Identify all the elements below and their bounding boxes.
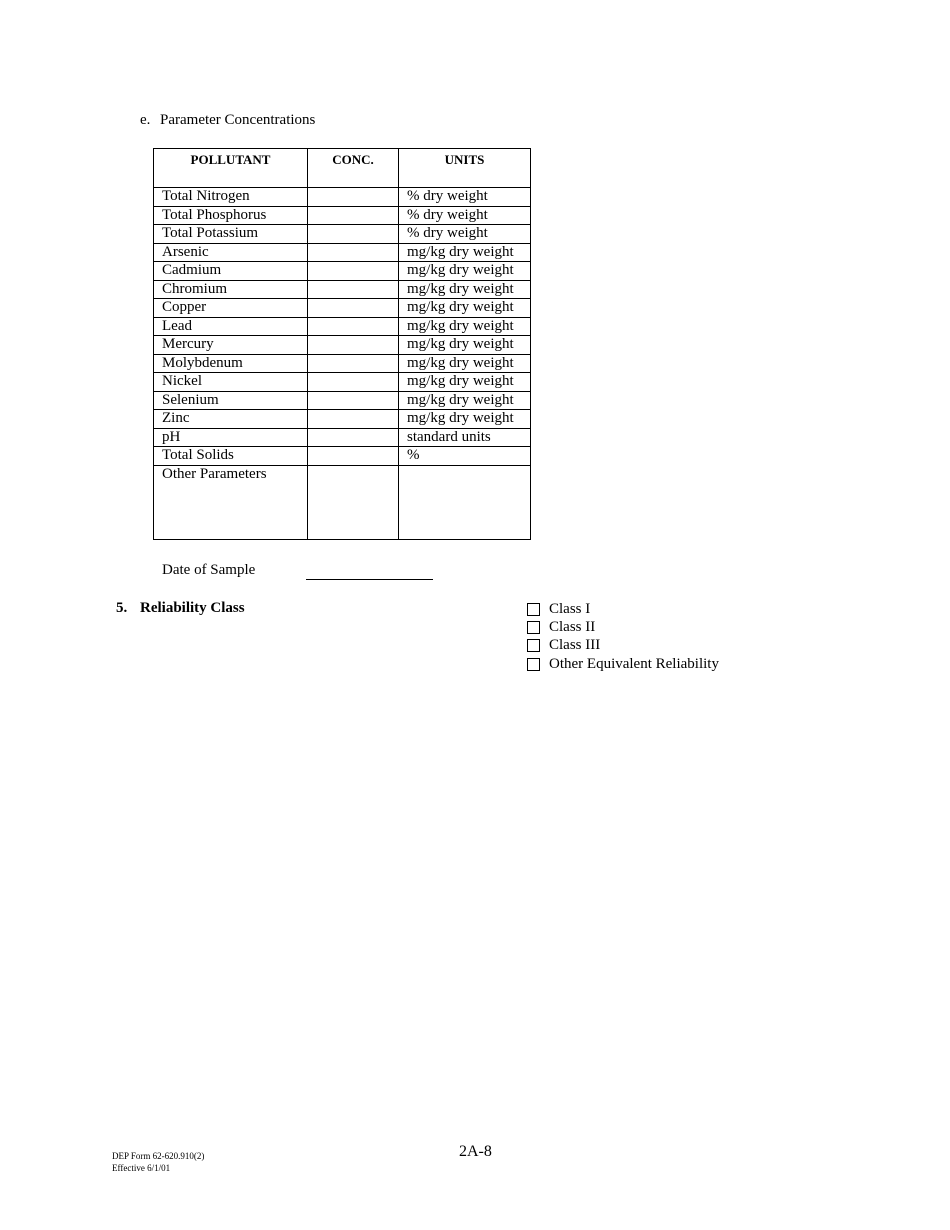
reliability-number: 5.	[116, 600, 128, 616]
table-row	[154, 188, 531, 207]
pollutant-cell: Molybdenum	[154, 354, 308, 373]
conc-cell[interactable]	[308, 317, 399, 336]
units-cell: mg/kg dry weight	[399, 317, 531, 336]
table-row	[154, 373, 531, 392]
footer-form-info	[112, 1150, 204, 1174]
option-label: Class I	[549, 600, 591, 617]
table-header-row	[154, 149, 531, 188]
units-cell: mg/kg dry weight	[399, 280, 531, 299]
conc-cell[interactable]	[308, 225, 399, 244]
conc-cell[interactable]	[308, 280, 399, 299]
parameter-concentrations-table	[153, 148, 531, 540]
conc-cell[interactable]	[308, 262, 399, 281]
option-label: Class II	[549, 618, 596, 635]
units-cell: mg/kg dry weight	[399, 243, 531, 262]
conc-cell[interactable]	[308, 410, 399, 429]
pollutant-cell: Other Parameters	[154, 465, 308, 539]
units-cell: mg/kg dry weight	[399, 391, 531, 410]
option-other-equivalent[interactable]	[527, 655, 719, 673]
option-class-iii[interactable]	[527, 637, 719, 655]
conc-cell[interactable]	[308, 465, 399, 539]
pollutant-cell: Copper	[154, 299, 308, 318]
conc-cell[interactable]	[308, 354, 399, 373]
units-cell	[399, 465, 531, 539]
table-row	[154, 317, 531, 336]
table-row	[154, 206, 531, 225]
units-cell: mg/kg dry weight	[399, 410, 531, 429]
date-of-sample-label: Date of Sample	[162, 562, 256, 578]
table-row	[154, 243, 531, 262]
footer-form-id: DEP Form 62-620.910(2)	[112, 1151, 205, 1161]
conc-cell[interactable]	[308, 243, 399, 262]
table-row	[154, 280, 531, 299]
reliability-class-heading	[116, 600, 245, 617]
table-row	[154, 391, 531, 410]
pollutant-cell: Lead	[154, 317, 308, 336]
units-cell: mg/kg dry weight	[399, 262, 531, 281]
pollutant-cell: Total Nitrogen	[154, 188, 308, 207]
table-row	[154, 428, 531, 447]
pollutant-cell: Cadmium	[154, 262, 308, 281]
table-row	[154, 465, 531, 539]
pollutant-cell: Total Solids	[154, 447, 308, 466]
conc-cell[interactable]	[308, 447, 399, 466]
conc-cell[interactable]	[308, 188, 399, 207]
checkbox[interactable]	[527, 658, 540, 671]
page-number: 2A-8	[459, 1143, 492, 1160]
pollutant-cell: Chromium	[154, 280, 308, 299]
conc-cell[interactable]	[308, 336, 399, 355]
pollutant-cell: Total Phosphorus	[154, 206, 308, 225]
table-row	[154, 447, 531, 466]
section-e-title: Parameter Concentrations	[160, 112, 316, 128]
header-units: UNITS	[399, 149, 531, 188]
checkbox[interactable]	[527, 639, 540, 652]
table-row	[154, 336, 531, 355]
pollutant-cell: Selenium	[154, 391, 308, 410]
reliability-title: Reliability Class	[140, 600, 245, 616]
table-row	[154, 299, 531, 318]
pollutant-cell: Zinc	[154, 410, 308, 429]
section-e-letter: e.	[140, 112, 151, 128]
option-label: Class III	[549, 637, 601, 654]
footer-effective-date: Effective 6/1/01	[112, 1163, 171, 1173]
units-cell: mg/kg dry weight	[399, 336, 531, 355]
pollutant-cell: Total Potassium	[154, 225, 308, 244]
units-cell: % dry weight	[399, 225, 531, 244]
reliability-options	[527, 600, 719, 673]
table-row	[154, 354, 531, 373]
checkbox[interactable]	[527, 621, 540, 634]
conc-cell[interactable]	[308, 299, 399, 318]
units-cell: mg/kg dry weight	[399, 299, 531, 318]
conc-cell[interactable]	[308, 428, 399, 447]
pollutant-cell: pH	[154, 428, 308, 447]
units-cell: standard units	[399, 428, 531, 447]
section-e-heading	[140, 112, 315, 129]
table-row	[154, 225, 531, 244]
conc-cell[interactable]	[308, 391, 399, 410]
units-cell: mg/kg dry weight	[399, 373, 531, 392]
option-class-ii[interactable]	[527, 618, 719, 636]
header-conc: CONC.	[308, 149, 399, 188]
pollutant-cell: Arsenic	[154, 243, 308, 262]
pollutant-cell: Nickel	[154, 373, 308, 392]
header-pollutant: POLLUTANT	[154, 149, 308, 188]
conc-cell[interactable]	[308, 206, 399, 225]
units-cell: % dry weight	[399, 206, 531, 225]
table-row	[154, 262, 531, 281]
units-cell: % dry weight	[399, 188, 531, 207]
conc-cell[interactable]	[308, 373, 399, 392]
units-cell: mg/kg dry weight	[399, 354, 531, 373]
option-class-i[interactable]	[527, 600, 719, 618]
option-label: Other Equivalent Reliability	[549, 655, 719, 672]
table-row	[154, 410, 531, 429]
units-cell: %	[399, 447, 531, 466]
pollutant-cell: Mercury	[154, 336, 308, 355]
date-of-sample-field[interactable]	[306, 579, 433, 580]
checkbox[interactable]	[527, 603, 540, 616]
